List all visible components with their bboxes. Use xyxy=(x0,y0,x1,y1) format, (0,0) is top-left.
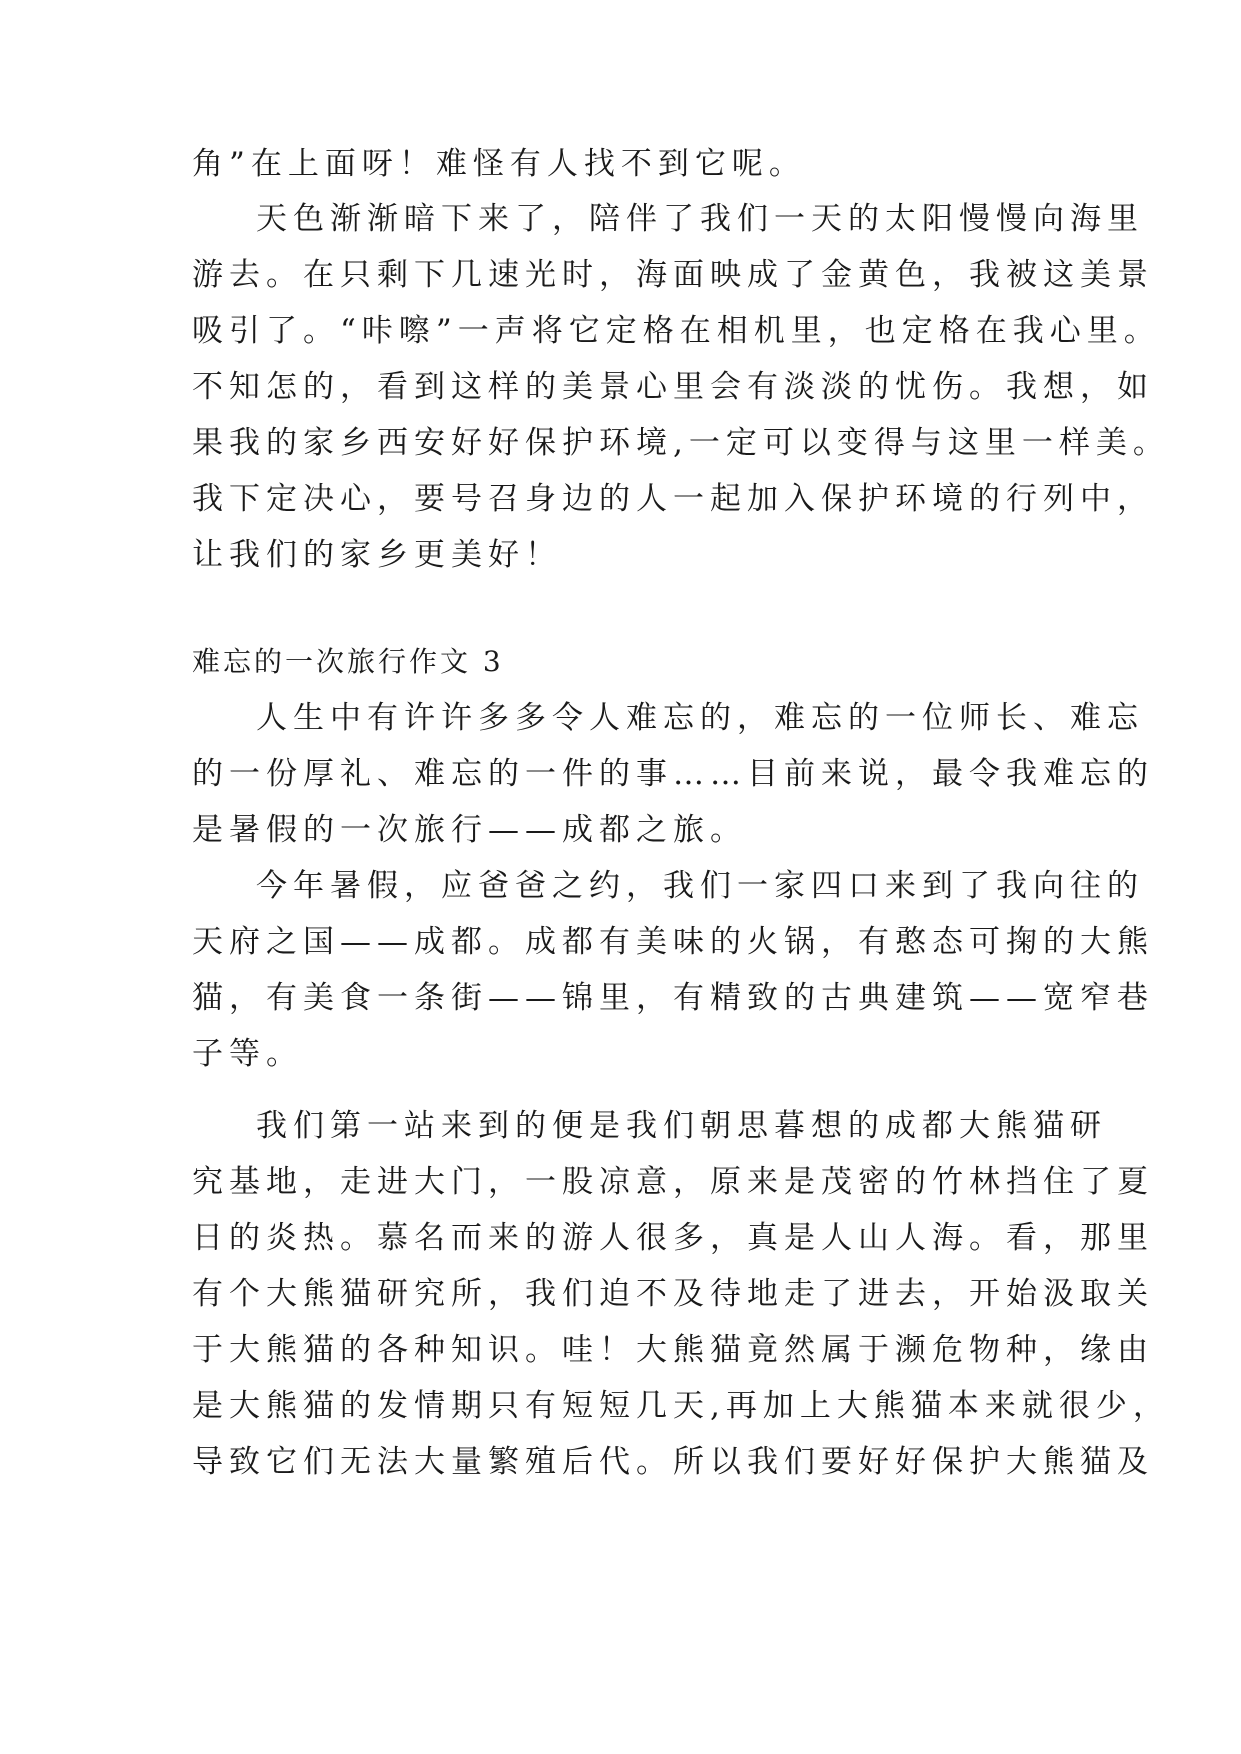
text-line: 天府之国——成都。成都有美味的火锅，有憨态可掬的大熊 xyxy=(192,924,1154,960)
text-line: 日的炎热。慕名而来的游人很多，真是人山人海。看，那里 xyxy=(192,1220,1154,1256)
text-line: 角”在上面呀！难怪有人找不到它呢。 xyxy=(192,146,806,182)
text-line: 于大熊猫的各种知识。哇！大熊猫竟然属于濒危物种，缘由 xyxy=(192,1332,1154,1368)
text-line: 是大熊猫的发情期只有短短几天,再加上大熊猫本来就很少， xyxy=(192,1388,1170,1424)
text-line: 是暑假的一次旅行——成都之旅。 xyxy=(192,812,747,848)
text-line: 不知怎的，看到这样的美景心里会有淡淡的忧伤。我想，如 xyxy=(192,369,1154,405)
text-line: 人生中有许许多多令人难忘的，难忘的一位师长、难忘 xyxy=(256,700,1144,736)
text-line: 吸引了。“咔嚓”一声将它定格在相机里，也定格在我心里。 xyxy=(192,313,1161,349)
text-line: 的一份厚礼、难忘的一件的事……目前来说，最令我难忘的 xyxy=(192,756,1154,792)
text-line: 果我的家乡西安好好保护环境,一定可以变得与这里一样美。 xyxy=(192,425,1170,461)
text-line: 子等。 xyxy=(192,1036,303,1072)
text-line: 猫，有美食一条街——锦里，有精致的古典建筑——宽窄巷 xyxy=(192,980,1154,1016)
text-line: 我们第一站来到的便是我们朝思暮想的成都大熊猫研 xyxy=(256,1108,1107,1144)
text-line: 天色渐渐暗下来了，陪伴了我们一天的太阳慢慢向海里 xyxy=(256,201,1144,237)
section-title: 难忘的一次旅行作文 3 xyxy=(192,645,504,678)
text-line: 让我们的家乡更美好！ xyxy=(192,537,562,573)
text-line: 究基地，走进大门，一股凉意，原来是茂密的竹林挡住了夏 xyxy=(192,1164,1154,1200)
text-line: 有个大熊猫研究所，我们迫不及待地走了进去，开始汲取关 xyxy=(192,1276,1154,1312)
text-line: 我下定决心，要号召身边的人一起加入保护环境的行列中， xyxy=(192,481,1154,517)
text-line: 游去。在只剩下几速光时，海面映成了金黄色，我被这美景 xyxy=(192,257,1154,293)
text-line: 今年暑假，应爸爸之约，我们一家四口来到了我向往的 xyxy=(256,868,1144,904)
text-line: 导致它们无法大量繁殖后代。所以我们要好好保护大熊猫及 xyxy=(192,1444,1154,1480)
